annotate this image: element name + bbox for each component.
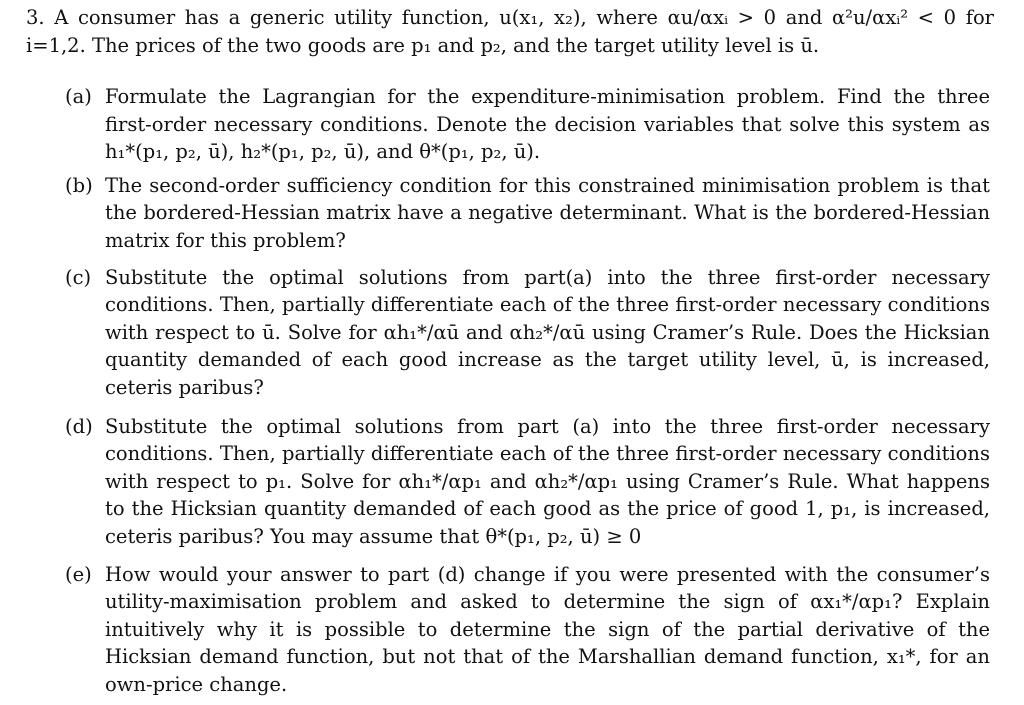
part-c-label: (c) bbox=[65, 265, 92, 289]
part-e-text: How would your answer to part (d) change if you were presented with the consumer’s utility-maximisation problem and asked to determine the sign of αx₁*/αp₁? Explain intuitively why it is possible to determine the sign of the partial derivative of the Hicksian demand function, but not that of the Marshallian demand function, x₁*, for an own-price change. bbox=[105, 562, 990, 696]
part-a bbox=[65, 83, 990, 166]
part-e bbox=[65, 561, 990, 699]
part-d bbox=[65, 413, 990, 551]
question-3 bbox=[26, 4, 994, 59]
part-b-label: (b) bbox=[65, 173, 93, 197]
question-number: 3. bbox=[26, 6, 45, 29]
part-c-text: Substitute the optimal solutions from part(a) into the three first-order necessary conditions. Then, partially differentiate each of the three first-order necessary conditions with respect to ū. Solve for αh₁*/αū and αh₂*/αū using Cramer’s Rule. Does the Hicksian quantity demanded of each good increase as the target utility level, ū, is increased, ceteris paribus? bbox=[105, 265, 990, 399]
question-parts bbox=[65, 83, 990, 705]
question-stem: A consumer has a generic utility function, u(x₁, x₂), where αu/αxᵢ > 0 and α²u/αxᵢ² < 0 for i=1,2. The prices of the two goods are p₁ and p₂, and the target utility level is ū. bbox=[26, 6, 994, 57]
part-c bbox=[65, 264, 990, 402]
part-a-label: (a) bbox=[65, 85, 92, 108]
part-d-text: Substitute the optimal solutions from part (a) into the three first-order necessary conditions. Then, partially differentiate each of the three first-order necessary conditions with respect to p₁. Solve for αh₁*/αp₁ and αh₂*/αp₁ using Cramer’s Rule. What happens to the Hicksian quantity demanded of each good as the price of good 1, p₁, is increased, ceteris paribus? You may assume that θ*(p₁, p₂, ū) ≥ 0 bbox=[105, 414, 990, 548]
part-a-text: Formulate the Lagrangian for the expenditure-minimisation problem. Find the three first-order necessary conditions. Denote the decision variables that solve this system as h₁*(p₁, p₂, ū), h₂*(p₁, p₂, ū), and θ*(p₁, p₂, ū). bbox=[105, 85, 990, 164]
part-b bbox=[65, 172, 990, 255]
part-e-label: (e) bbox=[65, 562, 92, 586]
part-b-text: The second-order sufficiency condition for this constrained minimisation problem is that the bordered-Hessian matrix have a negative determinant. What is the bordered-Hessian matrix for this problem? bbox=[105, 173, 990, 252]
part-d-label: (d) bbox=[65, 414, 93, 438]
